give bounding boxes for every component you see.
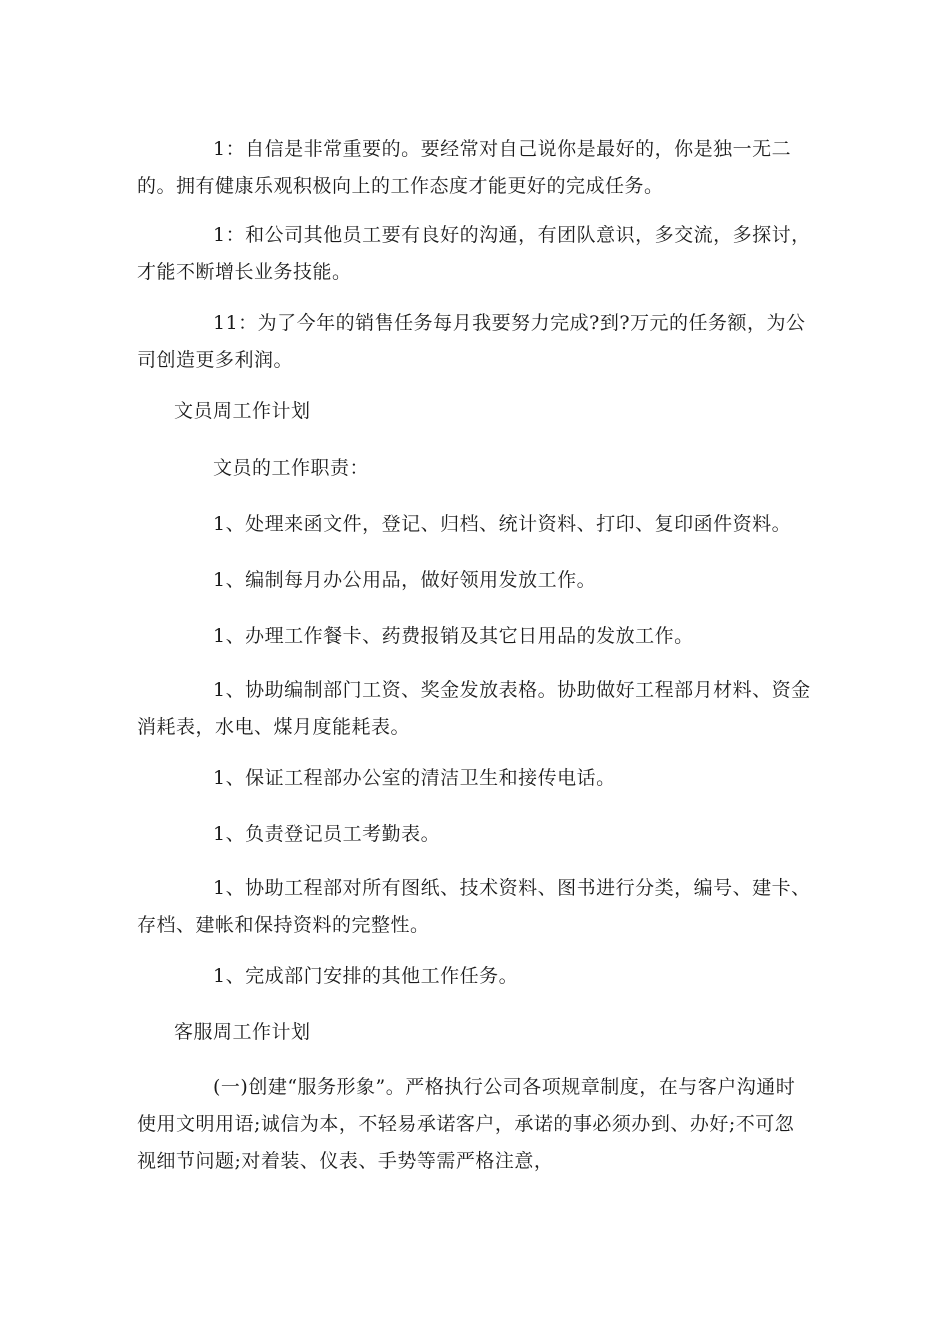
clerk-duty-item: 1、保证工程部办公室的清洁卫生和接传电话。 — [213, 767, 616, 789]
clerk-duty-item: 1、编制每月办公用品，做好领用发放工作。 — [213, 569, 597, 591]
clerk-duty-item: 1、协助工程部对所有图纸、技术资料、图书进行分类，编号、建卡、存档、建帐和保持资料的完整性。 — [137, 877, 811, 936]
paragraph-communication: 1：和公司其他员工要有良好的沟通，有团队意识，多交流，多探讨，才能不断增长业务技能。 — [137, 224, 811, 283]
paragraph-confidence: 1：自信是非常重要的。要经常对自己说你是最好的，你是独一无二的。拥有健康乐观积极向上的工作态度才能更好的完成任务。 — [137, 138, 792, 197]
section-heading-customer-service-plan: 客服周工作计划 — [174, 1021, 311, 1043]
clerk-duties-title: 文员的工作职责： — [213, 457, 370, 479]
section-heading-clerk-plan: 文员周工作计划 — [174, 400, 311, 422]
paragraph-service-image: (一)创建“服务形象”。严格执行公司各项规章制度，在与客户沟通时使用文明用语;诚信为本，不轻易承诺客户，承诺的事必须办到、办好;不可忽视细节问题;对着装、仪表、手势等需严格注意， — [137, 1076, 796, 1172]
paragraph-sales-target: 11：为了今年的销售任务每月我要努力完成?到?万元的任务额，为公司创造更多利润。 — [137, 312, 806, 371]
clerk-duty-item: 1、处理来函文件，登记、归档、统计资料、打印、复印函件资料。 — [213, 513, 792, 535]
clerk-duty-item: 1、完成部门安排的其他工作任务。 — [213, 965, 519, 987]
clerk-duty-item: 1、负责登记员工考勤表。 — [213, 823, 441, 845]
clerk-duty-item: 1、协助编制部门工资、奖金发放表格。协助做好工程部月材料、资金消耗表，水电、煤月度能耗表。 — [137, 679, 811, 738]
clerk-duty-item: 1、办理工作餐卡、药费报销及其它日用品的发放工作。 — [213, 625, 694, 647]
